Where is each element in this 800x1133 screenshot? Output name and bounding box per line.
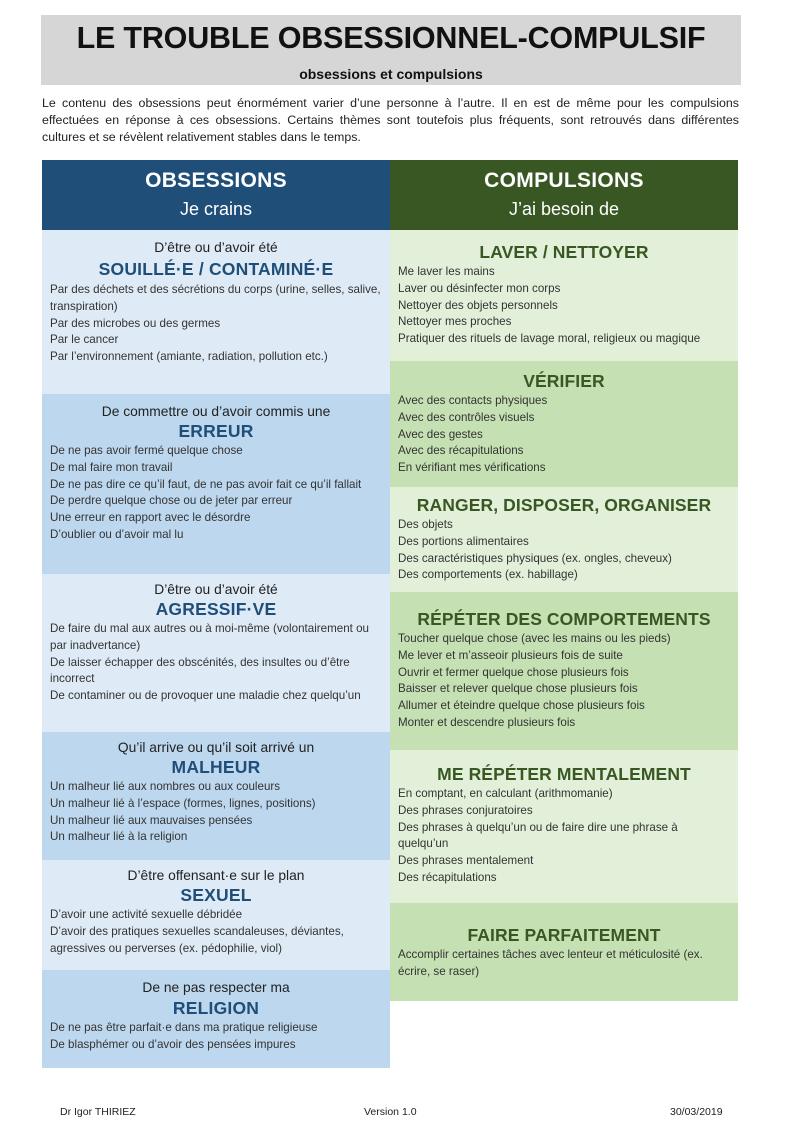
title-box (41, 15, 741, 85)
list-item: Baisser et relever quelque chose plusieurs fois (398, 682, 638, 696)
list-item: Des récapitulations (398, 870, 497, 884)
list-item: Un malheur lié aux nombres ou aux couleurs (50, 780, 281, 793)
obsession-section-contamination (42, 230, 390, 394)
list-item: Toucher quelque chose (avec les mains ou les pieds) (398, 632, 671, 645)
compulsions-header (390, 160, 738, 230)
obsession-section-erreur (42, 394, 390, 574)
list-item: Un malheur lié à l’espace (formes, lignes, positions) (50, 796, 316, 810)
compulsions-title: COMPULSIONS (484, 169, 644, 192)
page-subtitle: obsessions et compulsions (299, 66, 483, 82)
list-item: De faire du mal aux autres ou à moi-même (volontairement ou par inadvertance) (50, 622, 369, 652)
compulsion-section-repeter (390, 592, 738, 750)
obsessions-subtitle: Je crains (179, 199, 253, 219)
section-items (390, 393, 738, 477)
list-item: Des portions alimentaires (398, 534, 529, 548)
list-item: Laver ou désinfecter mon corps (398, 281, 561, 295)
list-item: De laisser échapper des obscénités, des insultes ou d’être incorrect (50, 655, 350, 686)
list-item: Par l’environnement (amiante, radiation, pollution etc.) (50, 350, 328, 364)
list-item: Accomplir certaines tâches avec lenteur et méticulosité (ex. écrire, se raser) (398, 948, 703, 978)
compulsion-section-laver (390, 230, 738, 361)
section-lead: D’être ou d’avoir été (154, 240, 278, 255)
obsession-section-malheur (42, 732, 390, 860)
obsessions-title: OBSESSIONS (145, 169, 287, 192)
list-item: Avec des contacts physiques (398, 394, 548, 407)
list-item: D’oublier ou d’avoir mal lu (50, 527, 184, 541)
list-item: De perdre quelque chose ou de jeter par erreur (50, 494, 293, 508)
list-item: Monter et descendre plusieurs fois (398, 715, 576, 729)
list-item: Pratiquer des rituels de lavage moral, religieux ou magique (398, 332, 701, 346)
list-item: Des phrases mentalement (398, 854, 534, 868)
compulsions-subtitle: J’ai besoin de (508, 199, 620, 219)
list-item: Ouvrir et fermer quelque chose plusieurs fois (398, 665, 629, 679)
list-item: Nettoyer mes proches (398, 315, 512, 329)
compulsion-section-parfaitement (390, 903, 738, 1001)
page-title: LE TROUBLE OBSESSIONNEL-COMPULSIF (76, 21, 706, 55)
section-items (42, 282, 390, 366)
footer-date: 30/03/2019 (670, 1106, 723, 1118)
footer-version: Version 1.0 (364, 1106, 417, 1118)
list-item: De ne pas être parfait·e dans ma pratique religieuse (50, 1021, 318, 1034)
list-item: Par des microbes ou des germes (50, 316, 221, 330)
section-lead: Qu’il arrive ou qu’il soit arrivé un (117, 740, 315, 755)
section-heading: ME RÉPÉTER MENTALEMENT (437, 764, 691, 784)
section-heading: RÉPÉTER DES COMPORTEMENTS (417, 609, 711, 629)
section-lead: De commettre ou d’avoir commis une (101, 404, 331, 419)
obsession-section-religion (42, 970, 390, 1068)
list-item: Avec des gestes (398, 427, 483, 441)
section-heading: SEXUEL (180, 885, 252, 905)
list-item: Des phrases à quelqu’un ou de faire dire une phrase à quelqu’un (398, 820, 678, 851)
compulsions-column (390, 160, 738, 1001)
section-items (42, 907, 390, 957)
list-item: De blasphémer ou d’avoir des pensées impures (50, 1037, 296, 1051)
section-items (42, 621, 390, 705)
list-item: De ne pas dire ce qu’il faut, de ne pas avoir fait ce qu’il fallait (50, 477, 362, 491)
obsessions-header (42, 160, 390, 230)
list-item: Me lever et m’asseoir plusieurs fois de suite (398, 648, 623, 662)
section-items (390, 631, 738, 732)
list-item: Nettoyer des objets personnels (398, 298, 558, 312)
compulsion-section-verifier (390, 361, 738, 487)
section-heading: LAVER / NETTOYER (479, 242, 649, 262)
compulsion-section-mentalement (390, 750, 738, 903)
section-items (42, 443, 390, 544)
section-heading: VÉRIFIER (523, 371, 605, 391)
list-item: Me laver les mains (398, 265, 495, 278)
section-items (390, 264, 738, 348)
section-heading: FAIRE PARFAITEMENT (467, 925, 661, 945)
list-item: De contaminer ou de provoquer une maladie chez quelqu’un (50, 689, 361, 703)
list-item: De mal faire mon travail (50, 460, 173, 474)
section-heading: SOUILLÉ·E / CONTAMINÉ·E (98, 259, 334, 279)
section-items (42, 1020, 390, 1054)
section-heading: RELIGION (172, 998, 260, 1018)
section-heading: ERREUR (178, 421, 254, 441)
list-item: Un malheur lié aux mauvaises pensées (50, 813, 253, 827)
list-item: En vérifiant mes vérifications (398, 461, 546, 475)
list-item: En comptant, en calculant (arithmomanie) (398, 787, 613, 800)
list-item: Avec des récapitulations (398, 444, 524, 458)
section-items (390, 786, 738, 887)
section-heading: RANGER, DISPOSER, ORGANISER (416, 495, 712, 515)
intro-paragraph: Le contenu des obsessions peut énormément varier d’une personne à l’autre. Il en est de même pour les compulsions effectuées en réponse à ces obsessions. Certains thèmes sont toutefois plus fréquents, sont retrouvés dans différentes cultures et se révèlent relativement stables dans le temps. (42, 96, 739, 144)
section-items (390, 517, 738, 584)
list-item: Des comportements (ex. habillage) (398, 568, 578, 582)
list-item: Un malheur lié à la religion (50, 830, 188, 844)
obsession-section-sexuel (42, 860, 390, 970)
section-lead: De ne pas respecter ma (142, 980, 290, 995)
section-lead: D’être offensant·e sur le plan (127, 868, 305, 883)
list-item: Par le cancer (50, 333, 119, 347)
section-items (42, 779, 390, 846)
section-heading: AGRESSIF·VE (155, 599, 277, 619)
list-item: D’avoir une activité sexuelle débridée (50, 908, 243, 921)
list-item: Une erreur en rapport avec le désordre (50, 511, 251, 525)
list-item: Des caractéristiques physiques (ex. ongles, cheveux) (398, 551, 672, 565)
obsession-section-agressif (42, 574, 390, 732)
list-item: Des objets (398, 518, 453, 531)
footer-author: Dr Igor THIRIEZ (60, 1106, 136, 1118)
list-item: Par des déchets et des sécrétions du corps (urine, selles, salive, transpiration) (50, 283, 381, 313)
list-item: De ne pas avoir fermé quelque chose (50, 444, 243, 457)
list-item: Allumer et éteindre quelque chose plusieurs fois (398, 699, 645, 713)
list-item: D’avoir des pratiques sexuelles scandaleuses, déviantes, agressives ou perverses (ex. pédophilie, viol) (50, 924, 344, 955)
section-lead: D’être ou d’avoir été (154, 582, 278, 597)
section-items (390, 947, 738, 981)
list-item: Des phrases conjuratoires (398, 803, 533, 817)
obsessions-column (42, 160, 390, 1068)
compulsion-section-ranger (390, 487, 738, 592)
list-item: Avec des contrôles visuels (398, 410, 535, 424)
section-heading: MALHEUR (171, 757, 261, 777)
